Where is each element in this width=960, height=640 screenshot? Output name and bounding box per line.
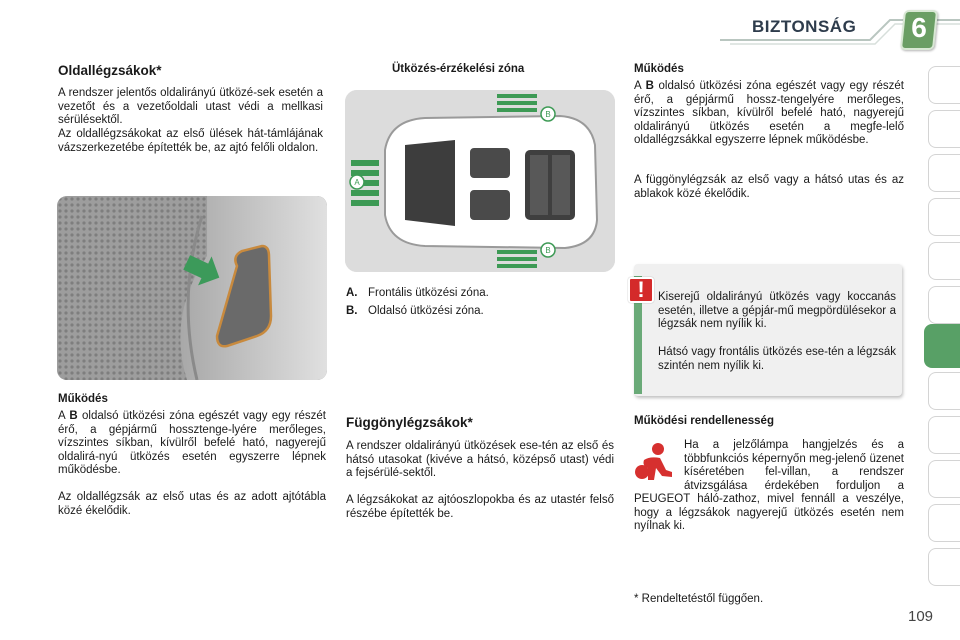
figure-title-zones: Ütközés-érzékelési zóna [392, 63, 525, 75]
side-tab-8[interactable] [928, 372, 960, 410]
side-tab-2[interactable] [928, 110, 960, 148]
curtain-airbags-location: A légzsákokat az ajtóoszlopokba és az utastér felső részébe építették be. [346, 494, 614, 520]
side-tab-11[interactable] [928, 504, 960, 542]
side-tab-1[interactable] [928, 66, 960, 104]
side-tab-6[interactable] [928, 286, 960, 324]
side-tab-9[interactable] [928, 416, 960, 454]
warning-text-1: Kiserejű oldalirányú ütközés vagy koccanás esetén, illetve a gépjár-mű megpördülésekor a légzsák nem nyílik ki. [658, 291, 896, 330]
crash-zone-figure [345, 90, 615, 272]
operation-title-2: Működés [634, 63, 684, 75]
zone-a-label: A [354, 178, 360, 187]
zone-b-label-top: B [545, 110, 551, 119]
seat-airbag-figure [57, 196, 327, 380]
warning-text-2: Hátsó vagy frontális ütközés ese-tén a légzsák szintén nem nyílik ki. [658, 346, 896, 372]
operation-text-1b: Az oldallégzsák az első utas és az adott ajtótábla közé ékelődik. [58, 491, 326, 517]
chapter-number: 6 [911, 12, 927, 43]
side-airbags-location: Az oldallégzsákokat az első ülések hát-támlájának vázszerkezetébe építették be, az ajtó felőli oldalon. [58, 128, 323, 154]
legend-item-a: A. Frontális ütközési zóna. [346, 287, 489, 299]
operation-text-2: A B oldalsó ütközési zóna egészét vagy egy részét érő, a gépjármű hossz-tengelyére merőleges, vízszintes síkban, kívülről befelé ható, nagyerejű oldalirányú ütközés esetén a megfe-lelő oldallégzsákkal egyszerre lépnek működésbe. [634, 80, 904, 146]
zone-b-label-bottom: B [545, 246, 551, 255]
side-tab-3[interactable] [928, 154, 960, 192]
operation-text-2b: A függönylégzsák az első vagy a hátsó utas és az ablakok közé ékelődik. [634, 174, 904, 200]
side-airbags-intro: A rendszer jelentős oldalirányú ütközé-sek esetén a vezetőt és a vezetőoldali utast védi a mellkasi sérülésektől. [58, 87, 323, 126]
side-tab-10[interactable] [928, 460, 960, 498]
side-tab-active[interactable] [924, 324, 960, 368]
page-number: 109 [908, 608, 934, 625]
section-title-curtain-airbags: Függönylégzsákok* [346, 415, 473, 430]
curtain-airbags-intro: A rendszer oldalirányú ütközések ese-tén az első és hátsó utasokat (kivéve a hátsó, középső utast) védi a fejsérülé-sektől. [346, 440, 614, 479]
footnote: * Rendeltetéstől függően. [634, 593, 764, 605]
side-tab-5[interactable] [928, 242, 960, 280]
operation-text-1: A B oldalsó ütközési zóna egészét vagy egy részét érő, a gépjármű hossztenge-lyére merőleges, vízszintes síkban, kívülről befelé ható, nagyerejű oldalirá-nyú ütközés esetén egyszerre lépnek működésbe. [58, 410, 326, 476]
malfunction-title: Működési rendellenesség [634, 415, 774, 427]
malfunction-text: Ha a jelzőlámpa hangjelzés és a többfunkciós képernyőn meg-jelenő üzenet kíséretében fel-villan, a rendszer átvizsgálása érdekében forduljon a PEUGEOT háló-zathoz, mivel fennáll a veszélye, hogy a légzsákok nagyerejű ütközés esetén nem nyílnak ki. [634, 439, 904, 532]
chapter-title: BIZTONSÁG [752, 17, 857, 36]
warning-icon: ! [628, 277, 654, 303]
legend-item-b: B. Oldalsó ütközési zóna. [346, 305, 484, 317]
operation-title-1: Működés [58, 393, 108, 405]
section-title-side-airbags: Oldallégzsákok* [58, 63, 162, 78]
side-tab-12[interactable] [928, 548, 960, 586]
side-tab-4[interactable] [928, 198, 960, 236]
